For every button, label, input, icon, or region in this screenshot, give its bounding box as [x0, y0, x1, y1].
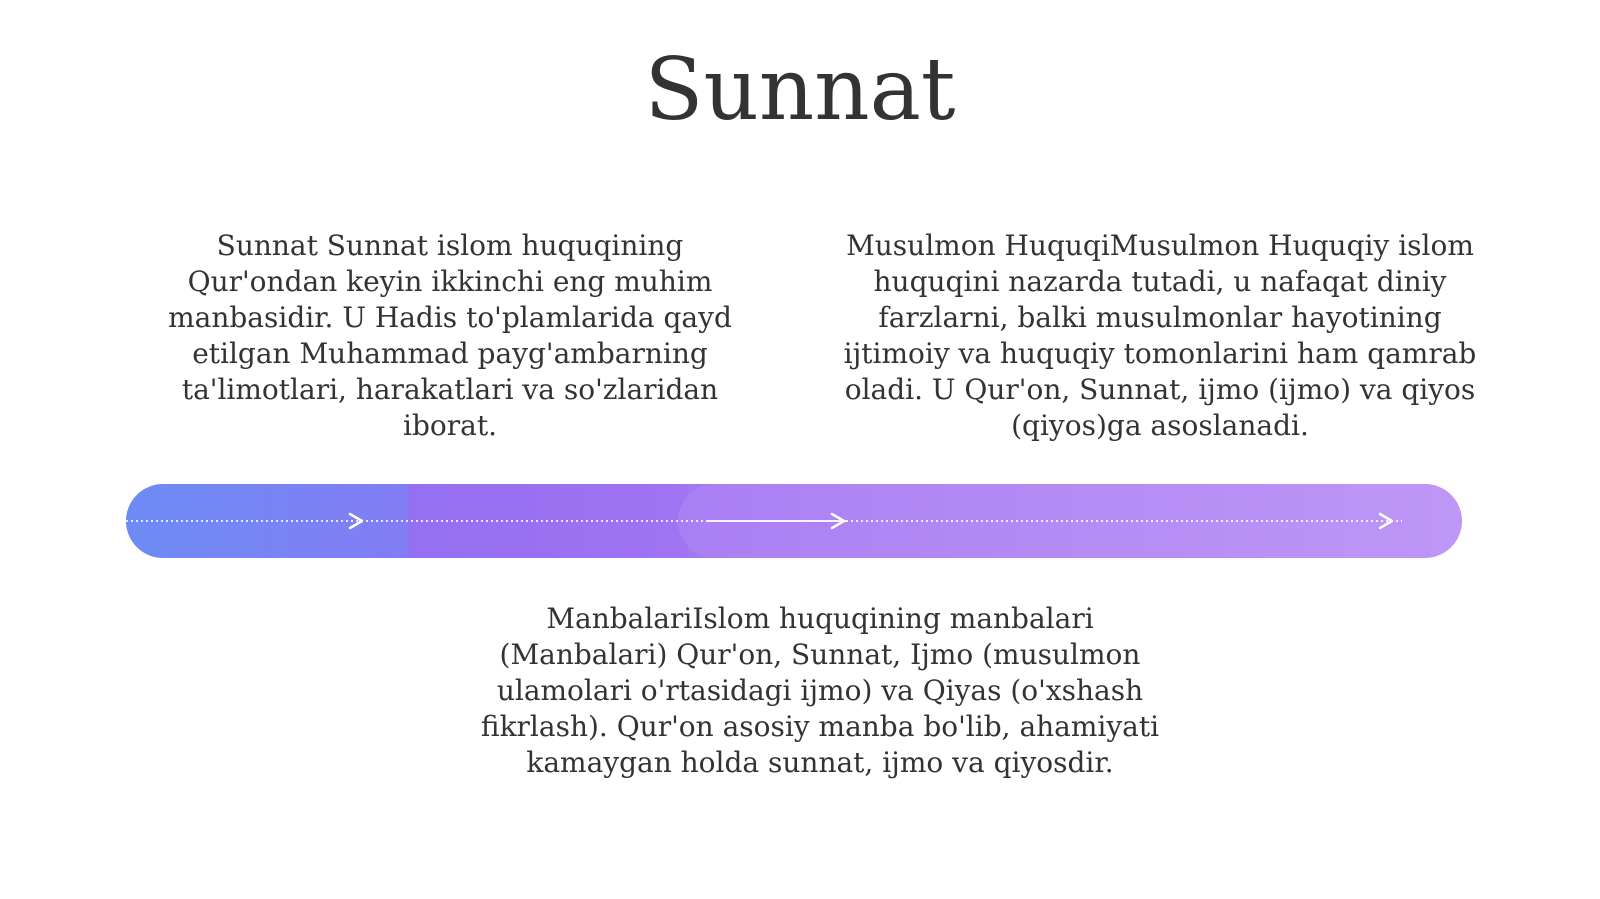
text-block-manbalari: ManbalariIslom huquqining manbalari (Manbalari) Qur'on, Sunnat, Ijmo (musulmon ulamolari o'rtasidagi ijmo) va Qiyas (o'xshash fikrlash). Qur'on asosiy manba bo'lib, ahamiyati kamaygan holda sunnat, ijmo va qiyosdir.	[480, 602, 1160, 779]
timeline-track	[126, 484, 1462, 558]
text-block-sunnat: Sunnat Sunnat islom huquqining Qur'ondan keyin ikkinchi eng muhim manbasidir. U Hadis to'plamlarida qayd etilgan Muhammad payg'ambarning ta'limotlari, harakatlari va so'zlaridan iborat.	[168, 229, 732, 442]
slide-title: Sunnat	[644, 40, 956, 140]
text-block-musulmon-huquqi: Musulmon HuquqiMusulmon Huquqiy islom huquqini nazarda tutadi, u nafaqat diniy farzlarni, balki musulmonlar hayotining ijtimoiy va huquqiy tomonlarini ham qamrab oladi. U Qur'on, Sunnat, ijmo (ijmo) va qiyos (qiyos)ga asoslanadi.	[843, 229, 1477, 442]
timeline-bar	[126, 484, 1462, 558]
